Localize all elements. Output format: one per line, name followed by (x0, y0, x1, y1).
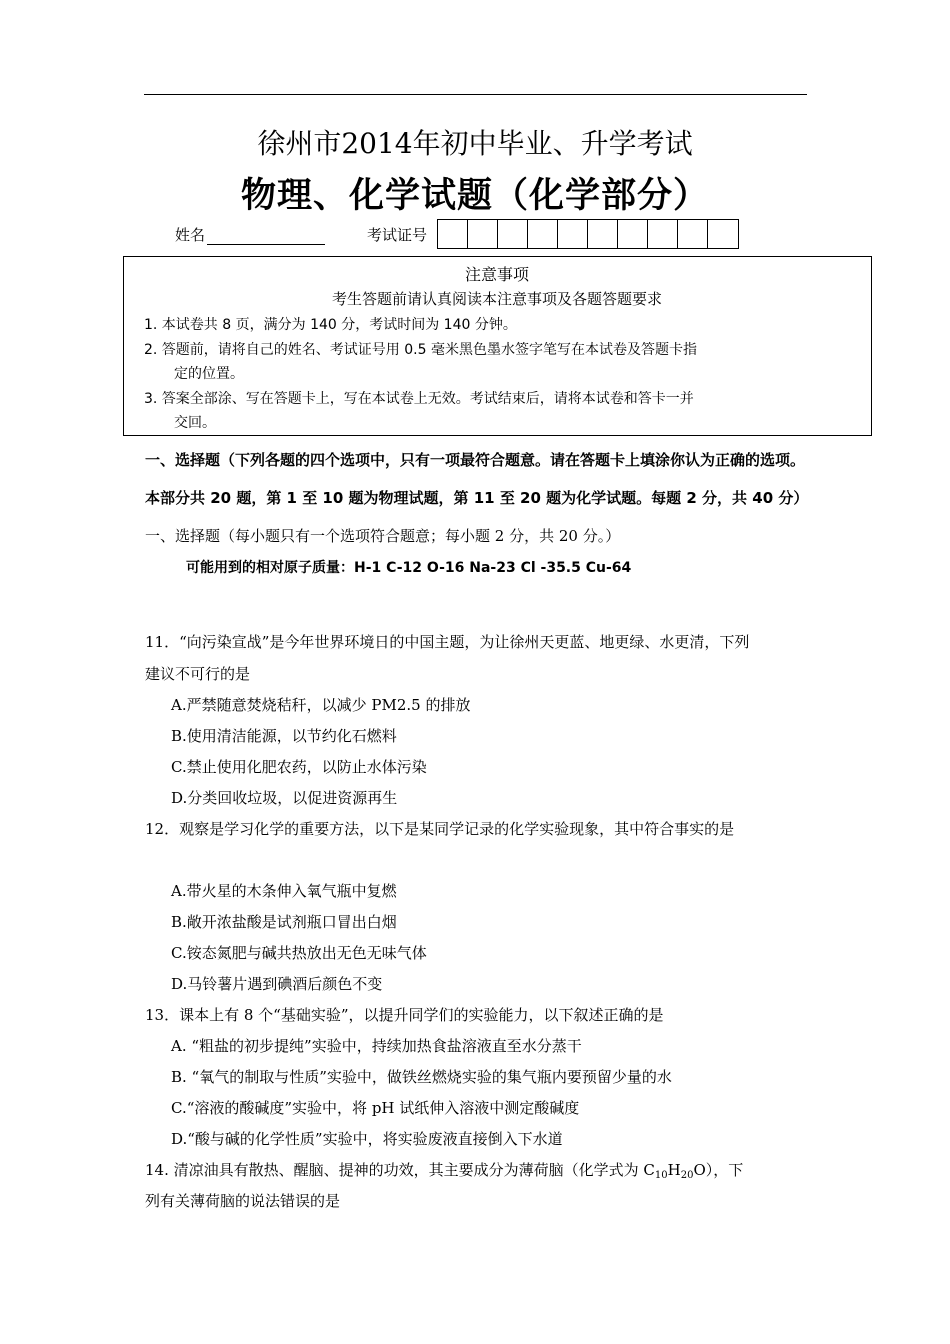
q11-option-c: C.禁止使用化肥农药，以防止水体污染 (171, 758, 427, 776)
q13-stem: 13．课本上有 8 个“基础实验”，以提升同学们的实验能力，以下叙述正确的是 (145, 1006, 664, 1024)
id-box[interactable] (528, 220, 558, 248)
q13-option-a: A. “粗盐的初步提纯”实验中，持续加热食盐溶液直至水分蒸干 (171, 1037, 582, 1055)
q13-option-b: B. “氧气的制取与性质”实验中，做铁丝燃烧实验的集气瓶内要预留少量的水 (171, 1068, 672, 1086)
q14-stem (145, 1159, 743, 1180)
section-heading-1: 一、选择题（下列各题的四个选项中，只有一项最符合题意。请在答题卡上填涂你认为正确的选项。 (145, 451, 806, 469)
exam-id-boxes[interactable] (437, 219, 739, 249)
q14-stem-end: O），下 (693, 1161, 744, 1179)
notice-box (123, 256, 872, 436)
atomic-masses: 可能用到的相对原子质量：H-1 C-12 O-16 Na-23 Cl -35.5 Cu-64 (186, 560, 632, 576)
paper-title: 物理、化学试题（化学部分） (240, 176, 709, 216)
q11-option-d: D.分类回收垃圾，以促进资源再生 (171, 789, 398, 807)
exam-title: 徐州市2014年初中毕业、升学考试 (257, 127, 693, 160)
name-label: 姓名 (175, 226, 206, 244)
q13-option-d: D.“酸与碱的化学性质”实验中，将实验废液直接倒入下水道 (171, 1130, 563, 1148)
q11-option-a: A.严禁随意焚烧秸秆，以减少 PM2.5 的排放 (171, 696, 471, 714)
notice-item-2-cont: 定的位置。 (174, 366, 244, 382)
q11-stem-cont: 建议不可行的是 (145, 665, 251, 683)
notice-item-1: 1. 本试卷共 8 页，满分为 140 分，考试时间为 140 分钟。 (144, 317, 517, 333)
section-subheading: 一、选择题（每小题只有一个选项符合题意；每小题 2 分，共 20 分。） (145, 527, 621, 545)
q14-sub-c: 10 (654, 1170, 668, 1181)
q14-stem-text: 14. 清凉油具有散热、醒脑、提神的功效，其主要成分为薄荷脑（化学式为 C (145, 1161, 655, 1179)
top-rule (144, 94, 807, 95)
notice-item-3-cont: 交回。 (174, 415, 216, 431)
id-box[interactable] (558, 220, 588, 248)
q12-option-c: C.铵态氮肥与碱共热放出无色无味气体 (171, 944, 427, 962)
id-box[interactable] (678, 220, 708, 248)
q14-stem-cont: 列有关薄荷脑的说法错误的是 (145, 1192, 341, 1210)
id-box[interactable] (648, 220, 678, 248)
notice-item-2: 2. 答题前，请将自己的姓名、考试证号用 0.5 毫米黑色墨水签字笔写在本试卷及答题卡指 (144, 342, 697, 358)
notice-item-3: 3. 答案全部涂、写在答题卡上，写在本试卷上无效。考试结束后，请将本试卷和答卡一并 (144, 391, 694, 407)
q14-sub-h: 20 (680, 1170, 694, 1181)
notice-title: 注意事项 (464, 265, 529, 284)
q12-option-d: D.马铃薯片遇到碘酒后颜色不变 (171, 975, 383, 993)
exam-id-label: 考试证号 (367, 226, 428, 244)
q11-option-b: B.使用清洁能源，以节约化石燃料 (171, 727, 397, 745)
id-box[interactable] (468, 220, 498, 248)
id-box[interactable] (588, 220, 618, 248)
q13-option-c: C.“溶液的酸碱度”实验中，将 pH 试纸伸入溶液中测定酸碱度 (171, 1099, 580, 1117)
id-box[interactable] (498, 220, 528, 248)
id-box[interactable] (708, 220, 738, 248)
q12-option-a: A.带火星的木条伸入氧气瓶中复燃 (171, 882, 397, 900)
q12-option-b: B.敞开浓盐酸是试剂瓶口冒出白烟 (171, 913, 397, 931)
q14-h: H (667, 1161, 681, 1179)
q12-stem: 12．观察是学习化学的重要方法，以下是某同学记录的化学实验现象，其中符合事实的是 (145, 820, 735, 838)
id-box[interactable] (618, 220, 648, 248)
name-field[interactable] (175, 224, 325, 245)
id-box[interactable] (438, 220, 468, 248)
section-heading-2: 本部分共 20 题，第 1 至 10 题为物理试题，第 11 至 20 题为化学试题。每题 2 分，共 40 分） (145, 489, 809, 507)
q11-stem: 11．“向污染宣战”是今年世界环境日的中国主题，为让徐州天更蓝、地更绿、水更清，下列 (145, 633, 750, 651)
name-blank[interactable] (207, 230, 325, 245)
notice-subtitle: 考生答题前请认真阅读本注意事项及各题答题要求 (331, 290, 662, 308)
